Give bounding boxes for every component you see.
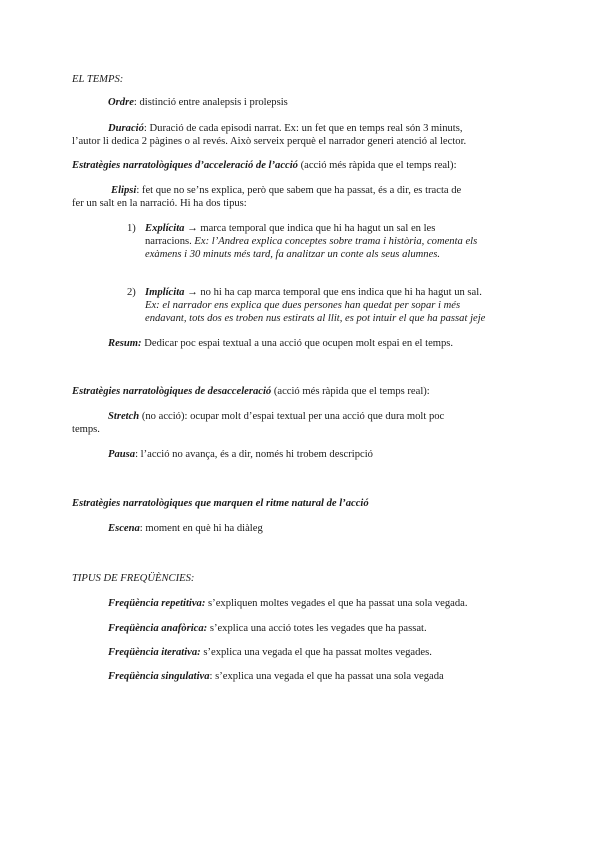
elipsi-line2: fer un salt en la narració. Hi ha dos tipus:	[72, 198, 247, 209]
anaforica-term: Freqüència anafòrica:	[108, 623, 208, 634]
duracio-term: Duració	[108, 123, 144, 134]
escena-term: Escena	[108, 523, 140, 534]
ritme-heading: Estratègies narratològiques que marquen el ritme natural de l’acció	[72, 498, 369, 509]
pausa-term: Pausa	[108, 449, 136, 460]
list-number-1: 1)	[127, 223, 136, 234]
ordre-term: Ordre	[108, 97, 134, 108]
desacceleracio-heading: Estratègies narratològiques de desacceleració (acció més ràpida que el temps real):	[72, 386, 430, 397]
list-number-2: 2)	[127, 287, 136, 298]
stretch-line2: temps.	[72, 424, 100, 435]
implicita-line3: endavant, tots dos es troben nus estirats al llit, es pot intuir el que ha passat jeje	[145, 313, 486, 324]
resum-definition: Resum: Dedicar poc espai textual a una acció que ocupen molt espai en el temps.	[108, 338, 454, 349]
resum-term: Resum:	[108, 338, 142, 349]
elipsi-term: Elipsi	[111, 185, 137, 196]
iterativa-definition: Freqüència iterativa: s’explica una vegada el que ha passat moltes vegades.	[108, 647, 432, 658]
escena-definition: Escena: moment en què hi ha diàleg	[108, 523, 263, 534]
explicita-line3: exàmens i 30 minuts més tard, fa analitzar un conte als seus alumnes.	[145, 249, 441, 260]
iterativa-term: Freqüència iterativa:	[108, 647, 201, 658]
anaforica-definition: Freqüència anafòrica: s’explica una acció totes les vegades que ha passat.	[108, 623, 427, 634]
repetitiva-term: Freqüència repetitiva:	[108, 598, 206, 609]
repetitiva-definition: Freqüència repetitiva: s’expliquen moltes vegades el que ha passat una sola vegada.	[108, 598, 468, 609]
section-title-el-temps: EL TEMPS:	[72, 74, 124, 85]
stretch-term: Stretch	[108, 411, 140, 422]
singulativa-term: Freqüència singulativa	[108, 671, 210, 682]
explicita-item: Explícita → marca temporal que indica que hi ha hagut un sal en les	[145, 223, 436, 234]
implicita-line2: Ex: el narrador ens explica que dues persones han quedat per sopar i més	[145, 300, 461, 311]
arrow-icon: →	[184, 223, 201, 234]
explicita-line2: narracions. Ex: l’Andrea explica conceptes sobre trama i història, comenta els	[145, 236, 478, 247]
acceleracio-heading: Estratègies narratològiques d’acceleració de l’acció (acció més ràpida que el temps real):	[72, 160, 457, 171]
section-title-frequencies: TIPUS DE FREQÜÈNCIES:	[72, 573, 195, 584]
ordre-definition: Ordre: distinció entre analepsis i prolepsis	[108, 97, 288, 108]
implicita-item: Implícita → no hi ha cap marca temporal que ens indica que hi ha hagut un sal.	[145, 287, 482, 298]
duracio-definition: Duració: Duració de cada episodi narrat. Ex: un fet que en temps real són 3 minuts,	[108, 123, 463, 134]
pausa-definition: Pausa: l’acció no avança, és a dir, només hi trobem descripció	[108, 449, 373, 460]
elipsi-definition: Elipsi: fet que no se’ns explica, però que sabem que ha passat, és a dir, es tracta de	[111, 185, 462, 196]
implicita-term: Implícita	[145, 287, 185, 298]
arrow-icon: →	[184, 287, 201, 298]
explicita-term: Explícita	[145, 223, 185, 234]
duracio-line2: l’autor li dedica 2 pàgines o al revés. Això serveix perquè el narrador generi atenció al lector.	[72, 136, 467, 147]
singulativa-definition: Freqüència singulativa: s’explica una vegada el que ha passat una sola vegada	[108, 671, 444, 682]
stretch-definition: Stretch (no acció): ocupar molt d’espai textual per una acció que dura molt poc	[108, 411, 445, 422]
